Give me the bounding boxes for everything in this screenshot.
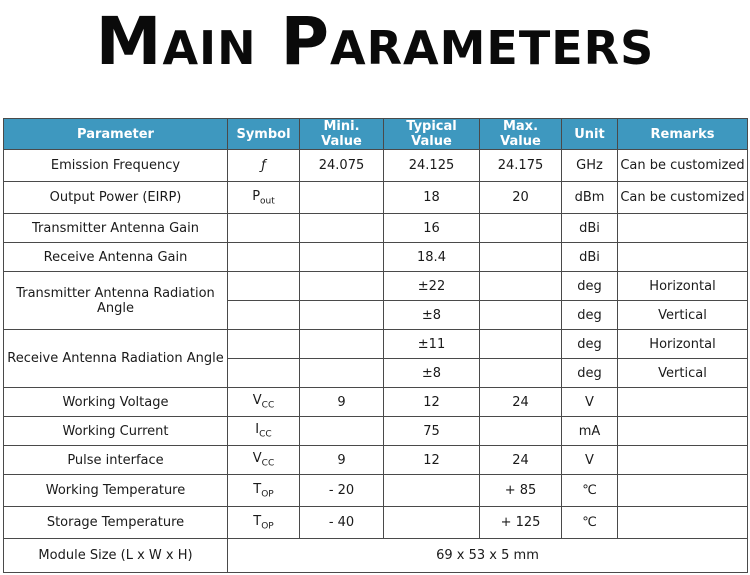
cell-typical: ±8 bbox=[384, 359, 480, 388]
cell-unit: deg bbox=[562, 272, 618, 301]
cell-remark bbox=[618, 388, 748, 417]
cell-max: + 85 bbox=[480, 475, 562, 507]
cell-symbol bbox=[228, 243, 300, 272]
cell-max bbox=[480, 301, 562, 330]
cell-remark: Horizontal bbox=[618, 330, 748, 359]
cell-max: 24 bbox=[480, 446, 562, 475]
cell-remark bbox=[618, 507, 748, 539]
cell-max bbox=[480, 243, 562, 272]
cell-remark: Can be customized bbox=[618, 182, 748, 214]
cell-min bbox=[300, 359, 384, 388]
cell-symbol: $I_{CC}$ bbox=[228, 417, 300, 446]
cell-max: + 125 bbox=[480, 507, 562, 539]
cell-remark bbox=[618, 475, 748, 507]
cell-min bbox=[300, 182, 384, 214]
cell-remark bbox=[618, 446, 748, 475]
cell-unit: mA bbox=[562, 417, 618, 446]
cell-min bbox=[300, 243, 384, 272]
cell-max bbox=[480, 214, 562, 243]
cell-parameter: Pulse interface bbox=[4, 446, 228, 475]
table-row bbox=[4, 446, 748, 475]
cell-unit: deg bbox=[562, 330, 618, 359]
cell-symbol: $T_{OP}$ bbox=[228, 475, 300, 507]
cell-max bbox=[480, 359, 562, 388]
cell-remark bbox=[618, 214, 748, 243]
cell-min bbox=[300, 301, 384, 330]
cell-parameter: Module Size (L x W x H) bbox=[4, 539, 228, 573]
cell-max: 24.175 bbox=[480, 150, 562, 182]
cell-typical bbox=[384, 507, 480, 539]
cell-symbol bbox=[228, 301, 300, 330]
cell-unit: V bbox=[562, 388, 618, 417]
cell-parameter: Receive Antenna Radiation Angle bbox=[4, 330, 228, 388]
table-row bbox=[4, 539, 748, 573]
cell-typical bbox=[384, 475, 480, 507]
cell-symbol bbox=[228, 359, 300, 388]
cell-parameter: Working Current bbox=[4, 417, 228, 446]
table-row bbox=[4, 388, 748, 417]
cell-symbol: $V_{CC}$ bbox=[228, 388, 300, 417]
cell-max bbox=[480, 272, 562, 301]
cell-min: 9 bbox=[300, 388, 384, 417]
cell-max: 20 bbox=[480, 182, 562, 214]
cell-unit: deg bbox=[562, 359, 618, 388]
cell-typical: 12 bbox=[384, 446, 480, 475]
header-remarks: Remarks bbox=[618, 119, 748, 150]
cell-symbol bbox=[228, 214, 300, 243]
cell-remark: Can be customized bbox=[618, 150, 748, 182]
cell-typical: 75 bbox=[384, 417, 480, 446]
cell-unit: ℃ bbox=[562, 507, 618, 539]
cell-typical: ±11 bbox=[384, 330, 480, 359]
table-row bbox=[4, 182, 748, 214]
cell-unit: dBi bbox=[562, 214, 618, 243]
cell-min: - 40 bbox=[300, 507, 384, 539]
cell-typical: 12 bbox=[384, 388, 480, 417]
cell-module-size-value: 69 x 53 x 5 mm bbox=[228, 539, 748, 573]
table-row bbox=[4, 150, 748, 182]
cell-max: 24 bbox=[480, 388, 562, 417]
table-row bbox=[4, 417, 748, 446]
page-title: Main Parameters bbox=[95, 3, 655, 80]
cell-min: 24.075 bbox=[300, 150, 384, 182]
cell-parameter: Transmitter Antenna Radiation Angle bbox=[4, 272, 228, 330]
header-unit: Unit bbox=[562, 119, 618, 150]
table-row bbox=[4, 330, 748, 359]
cell-symbol bbox=[228, 272, 300, 301]
cell-parameter: Receive Antenna Gain bbox=[4, 243, 228, 272]
cell-parameter: Emission Frequency bbox=[4, 150, 228, 182]
cell-max bbox=[480, 417, 562, 446]
cell-min bbox=[300, 214, 384, 243]
header-parameter: Parameter bbox=[4, 119, 228, 150]
cell-parameter: Working Voltage bbox=[4, 388, 228, 417]
cell-unit: dBm bbox=[562, 182, 618, 214]
cell-unit: dBi bbox=[562, 243, 618, 272]
cell-unit: V bbox=[562, 446, 618, 475]
cell-symbol: $P_{out}$ bbox=[228, 182, 300, 214]
cell-unit: ℃ bbox=[562, 475, 618, 507]
cell-typical: 24.125 bbox=[384, 150, 480, 182]
table-row bbox=[4, 475, 748, 507]
table-row bbox=[4, 214, 748, 243]
cell-typical: 18 bbox=[384, 182, 480, 214]
cell-parameter: Transmitter Antenna Gain bbox=[4, 214, 228, 243]
cell-min bbox=[300, 417, 384, 446]
cell-unit: deg bbox=[562, 301, 618, 330]
cell-typical: ±8 bbox=[384, 301, 480, 330]
cell-symbol: ƒ bbox=[228, 150, 300, 182]
header-symbol: Symbol bbox=[228, 119, 300, 150]
cell-min bbox=[300, 330, 384, 359]
cell-remark bbox=[618, 417, 748, 446]
cell-remark: Vertical bbox=[618, 301, 748, 330]
cell-parameter: Storage Temperature bbox=[4, 507, 228, 539]
table-row bbox=[4, 507, 748, 539]
header-typical-value: Typical Value bbox=[384, 119, 480, 150]
cell-parameter: Working Temperature bbox=[4, 475, 228, 507]
cell-remark bbox=[618, 243, 748, 272]
cell-remark: Horizontal bbox=[618, 272, 748, 301]
cell-typical: 16 bbox=[384, 214, 480, 243]
header-max-value: Max. Value bbox=[480, 119, 562, 150]
cell-max bbox=[480, 330, 562, 359]
cell-parameter: Output Power (EIRP) bbox=[4, 182, 228, 214]
table-row bbox=[4, 243, 748, 272]
cell-symbol: $T_{OP}$ bbox=[228, 507, 300, 539]
cell-typical: 18.4 bbox=[384, 243, 480, 272]
parameters-table bbox=[3, 118, 748, 573]
cell-symbol: $V_{CC}$ bbox=[228, 446, 300, 475]
table-header-row bbox=[4, 119, 748, 150]
cell-typical: ±22 bbox=[384, 272, 480, 301]
cell-symbol bbox=[228, 330, 300, 359]
cell-remark: Vertical bbox=[618, 359, 748, 388]
cell-unit: GHz bbox=[562, 150, 618, 182]
cell-min: 9 bbox=[300, 446, 384, 475]
cell-min: - 20 bbox=[300, 475, 384, 507]
table-row bbox=[4, 272, 748, 301]
cell-min bbox=[300, 272, 384, 301]
header-min-value: Mini. Value bbox=[300, 119, 384, 150]
